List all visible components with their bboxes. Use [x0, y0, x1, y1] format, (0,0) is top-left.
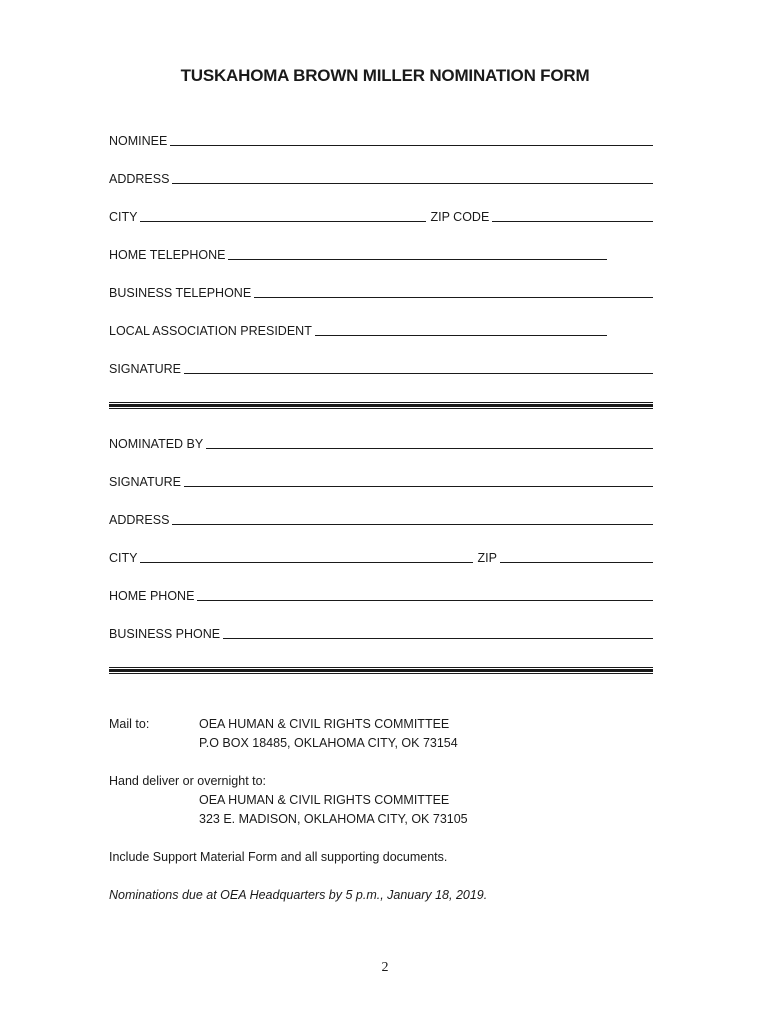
nominee-label: NOMINEE [109, 134, 168, 148]
mail-line-1: OEA HUMAN & CIVIL RIGHTS COMMITTEE [199, 717, 450, 731]
nominee-business-phone-row [109, 280, 653, 300]
nominator-business-phone-label: BUSINESS PHONE [109, 627, 221, 641]
nominee-address-row [109, 166, 653, 186]
nominator-city-label: CITY [109, 551, 138, 565]
nominee-address-label: ADDRESS [109, 172, 170, 186]
nominated-by-row [109, 431, 653, 451]
nominator-signature-field[interactable] [184, 486, 653, 487]
nominee-signature-row [109, 356, 653, 376]
nominee-signature-field[interactable] [184, 373, 653, 374]
president-field[interactable] [315, 335, 607, 336]
nominee-address-field[interactable] [172, 183, 653, 184]
nominator-zip-label: ZIP [477, 551, 497, 565]
page-number: 2 [381, 960, 389, 975]
mail-line-2: P.O BOX 18485, OKLAHOMA CITY, OK 73154 [199, 736, 458, 750]
nominated-by-label: NOMINATED BY [109, 437, 204, 451]
nominee-city-field[interactable] [140, 221, 426, 222]
nominator-home-phone-row [109, 583, 653, 603]
nominee-business-phone-label: BUSINESS TELEPHONE [109, 286, 252, 300]
nominator-city-field[interactable] [140, 562, 473, 563]
hand-deliver-label: Hand deliver or overnight to: [109, 774, 267, 788]
nominator-zip-field[interactable] [500, 562, 653, 563]
nominator-city-row [109, 545, 653, 565]
nominee-business-phone-field[interactable] [254, 297, 653, 298]
page-title: TUSKAHOMA BROWN MILLER NOMINATION FORM [180, 66, 590, 85]
nominator-signature-label: SIGNATURE [109, 475, 181, 489]
section-divider [109, 667, 653, 674]
nominee-city-row [109, 204, 653, 224]
nominee-city-label: CITY [109, 210, 138, 224]
section-divider [109, 402, 653, 409]
nominee-row [109, 128, 653, 148]
nominee-signature-label: SIGNATURE [109, 362, 181, 376]
nominator-home-phone-field[interactable] [197, 600, 653, 601]
nominator-home-phone-label: HOME PHONE [109, 589, 195, 603]
hand-deliver-line-2: 323 E. MADISON, OKLAHOMA CITY, OK 73105 [199, 812, 468, 826]
nominee-field[interactable] [170, 145, 653, 146]
nominee-zip-label: ZIP CODE [430, 210, 490, 224]
due-date-note: Nominations due at OEA Headquarters by 5 p.m., January 18, 2019. [109, 888, 488, 902]
nominee-home-phone-row [109, 242, 607, 262]
nominator-address-field[interactable] [172, 524, 653, 525]
president-label: LOCAL ASSOCIATION PRESIDENT [109, 324, 312, 338]
nominator-address-row [109, 507, 653, 527]
nominator-signature-row [109, 469, 653, 489]
nominator-business-phone-field[interactable] [223, 638, 653, 639]
nominee-home-phone-label: HOME TELEPHONE [109, 248, 226, 262]
hand-deliver-line-1: OEA HUMAN & CIVIL RIGHTS COMMITTEE [199, 793, 450, 807]
nominated-by-field[interactable] [206, 448, 653, 449]
mail-to-label: Mail to: [109, 717, 150, 731]
president-row [109, 318, 607, 338]
include-note: Include Support Material Form and all supporting documents. [109, 850, 448, 864]
nominee-home-phone-field[interactable] [228, 259, 607, 260]
nominator-address-label: ADDRESS [109, 513, 170, 527]
nominator-business-phone-row [109, 621, 653, 641]
nominee-zip-field[interactable] [492, 221, 653, 222]
